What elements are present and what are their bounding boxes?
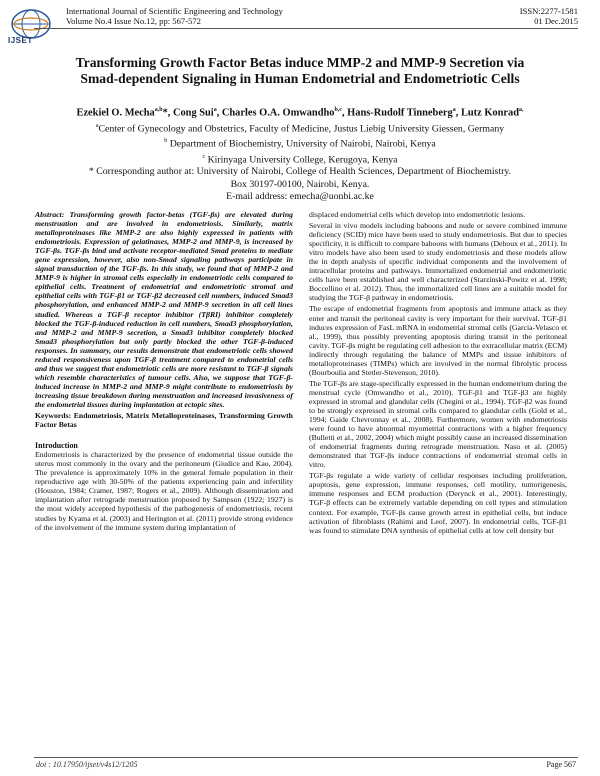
author: Cong Sui [172, 107, 214, 119]
keywords-label: Keywords: [35, 411, 72, 421]
author: Lutz Konrad [460, 107, 519, 119]
body-paragraph: displaced endometrial cells which develop into endometriotic lesions. [309, 210, 526, 219]
intro-paragraph: Endometriosis is characterized by the presence of endometrial tissue outside the uterus most commonly in the ovary and the peritoneum (Giudice and Kao, 2004). The prevalence is approximately 10% in the general female population in their reproductive age with 30-50% of the patients experiencing pain and infertility (Houston, 1984; Cramer, 1987; Rogers et al., 2009). Although dissemination and implantation after retrograde menstruation proposed by Sampson (1922; 1927) is the most widely accepted hypothesis of the pathogenesis of endometriosis, recent studies by Kyama et al. (2003) and Herington et al. (2011) provide strong evidence of the involvement of the immune system during implantation of [35, 450, 293, 532]
abstract [35, 210, 293, 409]
issn: ISSN:2277-1581 [519, 6, 578, 16]
right-column [309, 210, 567, 537]
affiliation-b: $^b$ Department of Biochemistry, University of Nairobi, Nairobi, Kenya [164, 138, 436, 150]
abstract-text: Transforming growth factor-betas (TGF-βs) are elevated during menstruation and are involved in endometriosis. Similarly, matrix metalloproteinases like MMP-2 are also highly expressed in patients with endometriosis. Expression of gelatinases, MMP-2 and MMP-9, is increased by TGF-βs. TGF-βs bind and activate receptor-mediated Smad proteins to mediate gene expression, however, also non-Smad signaling pathways participate in signal transduction of the TGF-βs. In this study, we found that of MMP-2 and MMP-9 is higher in stromal cells especially in endometriotic cells compared to epithelial cells. Treatment of endometrial and endometriotic stromal and epithelial cells with TGF-β1 or TGF-β2 decreased cell numbers, induced Smad3 phosphorylation, and enhanced MMP-2 and MMP-9 secretion in all cell lines studied. Whereas a TGF-β receptor inhibitor (TβRI) inhibitor completely blocked the TGF-β-induced reduction in cell numbers, Smad3 phosphorylation, and MMP-2 and MMP-9 secretion, a Smad3 inhibitor completely blocked Smad3 phosphorylation but only partly blocked the other TGF-β-induced responses. In summary, our results demonstrate that endometriotic cells showed reduced responsiveness upon TGF-β treatment compared to endometrial cells and thus we suggest that endometriotic cells are more resistant to TGF-β signals which resemble characteristics of tumour cells. Also, we suppose that TGF-β-induced increase in MMP-2 and MMP-9 might contribute to endometriosis by increasing tissue breakdown during menstruation and increased invasiveness of the endometrial tissues during implantation at ectopic sites. [35, 210, 294, 409]
header-divider [34, 28, 578, 29]
paper-title: Transforming Growth Factor Betas induce MMP-2 and MMP-9 Secretion via Smad-dependent Signaling in Human Endometrial and Endometriotic Cells [75, 55, 525, 86]
affiliation-a: $^a$Center of Gynecology and Obstetrics, Faculty of Medicine, Justus Liebig University Giessen, Germany [95, 123, 505, 135]
journal-name: International Journal of Scientific Engineering and Technology [66, 6, 283, 16]
keywords [35, 411, 293, 429]
footer-divider [34, 757, 578, 758]
body-paragraph: Several in vivo models including baboons and nude or severe combined immune deficiency (SCID) mice have been used to study endometriosis. But due to species specificity, it is difficult to compare baboons with humans (Dehoux et al., 2011). In vitro models have also been used to study endometriosis and these models allow the in depth analysis of specific individual components and the involvement of intracellular proteins and pathways. Immortalized endometrial and endometriotic cells have been established and well characterized (Starzinski-Powitz et al. 1998; Boccellino et al. 2012). Thus, the immortalized cell lines are a suitable model for studying the TGF-β pathway in endometriosis. [309, 221, 567, 303]
issn-info [520, 6, 578, 26]
postal-box: Box 30197-00100, Nairobi, Kenya. [230, 178, 370, 190]
body-paragraph: The TGF-βs are stage-specifically expressed in the human endometrium during the menstrual cycle (Omwandho et al., 2010). TGF-β1 and TGF-β3 are highly expressed in stromal and glandular cells (Chegini et al., 1994). TGF-β2 was found to be strongly expressed in stromal cells compared to glandular cells (Gold et al., 1994; Gaide Chevronnay et al., 2008). Furthermore, women with endometriosis were found to have abnormal myometrial contractions with a higher frequency (Bulletti et al., 2002, 2004) which might possibly cause an increased dissemination of endometrial fragments during retrograde menstruation. Nasu et al. (2005) demonstrated that TGF-βs induce contractions of endometrial stromal cells in vitro. [309, 378, 567, 470]
author: Hans-Rudolf Tinneberg [347, 107, 453, 119]
keywords-text: Endometriosis, Matrix Metalloproteinases, Transforming Growth Factor Betas [35, 411, 293, 430]
body-paragraph: The escape of endometrial fragments from apoptosis and immune attack as they enter and transit the peritoneal cavity is very important for their survival. TGF-β1 induces expression of FasL mRNA in endometrial stromal cells (Garcia-Velasco et al., 1999), thus possibly preventing apoptosis during transit in the peritoneal cavity. TGF-βs might be regulating cell adhesion to the extracellular matrix (ECM) indirectly through regulating the balance of MMPs and tissue inhibitors of metalloproteinases (TIMPs) which are involved in the normal fibrolytic process (Bourboulia and Stetler-Stevenson, 2010). [309, 304, 567, 377]
introduction-heading: Introduction [35, 441, 78, 451]
abstract-label: Abstract: [35, 210, 65, 219]
corresponding-author: * Corresponding author at: University of Nairobi, College of Health Sciences, Department of Biochemistry. [88, 166, 512, 178]
affiliation-c: $^c$ Kirinyaga University College, Kerugoya, Kenya [202, 153, 398, 166]
page-number: Page 567 [546, 760, 576, 769]
author-list: Ezekiel O. Mecha$^{a,b}$*, Cong Sui$^a$, Charles O.A. Omwandho$^{b,c}$, Hans-Rudolf Tinneberg$^a$, Lutz Konrad$^{a,}$ [76, 107, 524, 119]
author: Charles O.A. Omwandho [221, 107, 335, 119]
affiliations [30, 120, 570, 203]
doi-link[interactable]: doi : 10.17950/ijset/v4s12/1205 [36, 760, 138, 769]
email-address[interactable]: E-mail address: emecha@uonbi.ac.ke [226, 190, 374, 202]
author: Ezekiel O. Mecha [76, 107, 155, 119]
journal-info [66, 6, 283, 26]
journal-volume: Volume No.4 Issue No.12, pp: 567-572 [66, 16, 201, 26]
body-paragraph: TGF-βs regulate a wide variety of cellular responses including proliferation, apoptosis, gene expression, immune responses, cell motility, tumorigenesis, immune responses and ECM production (Derynck et al., 2001). Interestingly, TGF-β effects can be extremely variable depending on cell types and stimulation context. For example, TGF-βs cause growth arrest in epithelial cells, but induce activation of fibroblasts (Rahimi and Leof, 2007). In endometrial cells, TGF-β1 was found to stimulate DNA synthesis of epithelial cells at low cell density but [309, 471, 567, 535]
issue-date: 01 Dec.2015 [534, 16, 578, 26]
left-column [35, 210, 293, 534]
logo-text: IJSET [8, 36, 33, 45]
